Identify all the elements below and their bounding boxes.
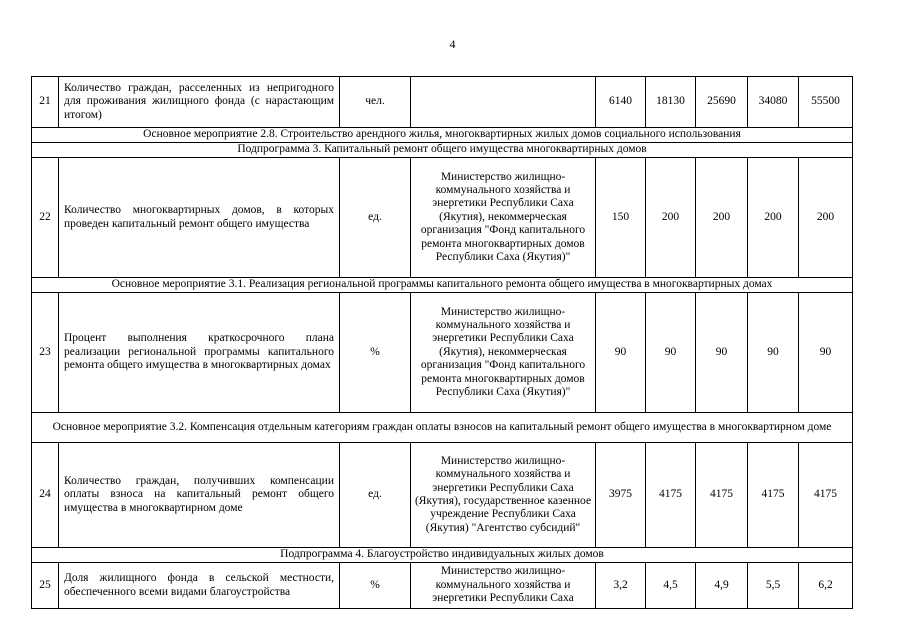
section-row bbox=[32, 413, 853, 443]
year-value: 150 bbox=[596, 158, 646, 278]
year-value: 200 bbox=[799, 158, 853, 278]
row-number: 23 bbox=[32, 293, 59, 413]
year-value: 4175 bbox=[799, 443, 853, 548]
year-value: 34080 bbox=[748, 77, 799, 128]
year-value: 200 bbox=[696, 158, 748, 278]
indicator-name: Количество граждан, расселенных из непригодного для проживания жилищного фонда (с нарастающим итогом) bbox=[59, 77, 340, 128]
table-row bbox=[32, 158, 853, 278]
year-value: 90 bbox=[696, 293, 748, 413]
year-value: 90 bbox=[596, 293, 646, 413]
section-title: Основное мероприятие 3.2. Компенсация отдельным категориям граждан оплаты взносов на капитальный ремонт общего имущества в многоквартирном доме bbox=[32, 413, 853, 443]
section-title: Подпрограмма 4. Благоустройство индивидуальных жилых домов bbox=[32, 548, 853, 563]
section-title: Подпрограмма 3. Капитальный ремонт общего имущества многоквартирных домов bbox=[32, 143, 853, 158]
year-value: 4175 bbox=[696, 443, 748, 548]
year-value: 25690 bbox=[696, 77, 748, 128]
responsible-executor: Министерство жилищно-коммунального хозяйства и энергетики Республики Саха (Якутия), некоммерческая организация "Фонд капитального ремонта многоквартирных домов Республики Саха (Якутия)" bbox=[411, 158, 596, 278]
unit-of-measure: чел. bbox=[340, 77, 411, 128]
responsible-executor: Министерство жилищно-коммунального хозяйства и энергетики Республики Саха (Якутия), некоммерческая организация "Фонд капитального ремонта многоквартирных домов Республики Саха (Якутия)" bbox=[411, 293, 596, 413]
section-row bbox=[32, 278, 853, 293]
year-value: 90 bbox=[748, 293, 799, 413]
year-value: 5,5 bbox=[748, 563, 799, 609]
section-title: Основное мероприятие 2.8. Строительство арендного жилья, многоквартирных жилых домов социального использования bbox=[32, 128, 853, 143]
row-number: 22 bbox=[32, 158, 59, 278]
indicator-name: Количество многоквартирных домов, в которых проведен капитальный ремонт общего имущества bbox=[59, 158, 340, 278]
year-value: 4175 bbox=[646, 443, 696, 548]
year-value: 18130 bbox=[646, 77, 696, 128]
table-row bbox=[32, 443, 853, 548]
page-number: 4 bbox=[449, 37, 456, 51]
row-number: 24 bbox=[32, 443, 59, 548]
section-title: Основное мероприятие 3.1. Реализация региональной программы капитального ремонта общего имущества в многоквартирных домах bbox=[32, 278, 853, 293]
year-value: 3,2 bbox=[596, 563, 646, 609]
year-value: 200 bbox=[646, 158, 696, 278]
section-row bbox=[32, 128, 853, 143]
indicator-name: Процент выполнения краткосрочного плана реализации региональной программы капитального ремонта общего имущества в многоквартирных домах bbox=[59, 293, 340, 413]
responsible-executor: Министерство жилищно-коммунального хозяйства и энергетики Республики Саха (Якутия), государственное казенное учреждение Республики Саха (Якутия) "Агентство субсидий" bbox=[411, 443, 596, 548]
row-number: 21 bbox=[32, 77, 59, 128]
year-value: 4,5 bbox=[646, 563, 696, 609]
year-value: 3975 bbox=[596, 443, 646, 548]
indicator-name: Доля жилищного фонда в сельской местности, обеспеченного всеми видами благоустройства bbox=[59, 563, 340, 609]
unit-of-measure: % bbox=[340, 563, 411, 609]
year-value: 4175 bbox=[748, 443, 799, 548]
year-value: 200 bbox=[748, 158, 799, 278]
table-body bbox=[32, 77, 853, 609]
table-row bbox=[32, 293, 853, 413]
responsible-executor bbox=[411, 77, 596, 128]
table-row bbox=[32, 563, 853, 609]
unit-of-measure: ед. bbox=[340, 158, 411, 278]
indicator-name: Количество граждан, получивших компенсации оплаты взноса на капитальный ремонт общего имущества в многоквартирном доме bbox=[59, 443, 340, 548]
year-value: 6140 bbox=[596, 77, 646, 128]
unit-of-measure: % bbox=[340, 293, 411, 413]
section-row bbox=[32, 548, 853, 563]
year-value: 6,2 bbox=[799, 563, 853, 609]
section-row bbox=[32, 143, 853, 158]
table-row bbox=[32, 77, 853, 128]
year-value: 4,9 bbox=[696, 563, 748, 609]
responsible-executor: Министерство жилищно-коммунального хозяйства и энергетики Республики Саха bbox=[411, 563, 596, 609]
year-value: 55500 bbox=[799, 77, 853, 128]
indicators-table bbox=[31, 76, 853, 609]
row-number: 25 bbox=[32, 563, 59, 609]
unit-of-measure: ед. bbox=[340, 443, 411, 548]
year-value: 90 bbox=[799, 293, 853, 413]
year-value: 90 bbox=[646, 293, 696, 413]
